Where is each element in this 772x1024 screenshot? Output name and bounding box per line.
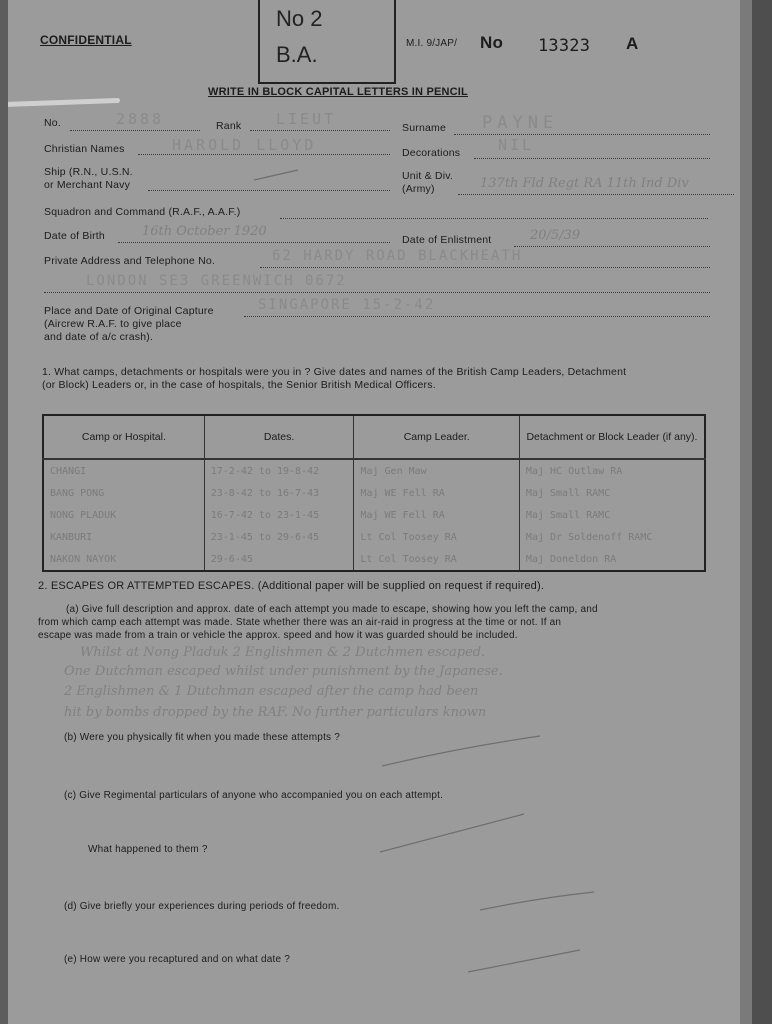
question-2e: (e) How were you recaptured and on what date ? [64, 954, 290, 965]
surname-value: PAYNE [482, 113, 559, 133]
ship-label-line2: or Merchant Navy [44, 179, 131, 191]
form-reference: M.I. 9/JAP/ [406, 38, 458, 49]
pow-questionnaire-page [8, 0, 740, 1024]
dates-cell: 29-6-45 [204, 548, 354, 571]
detachment-cell: Maj Small RAMC [519, 504, 705, 526]
decorations-label: Decorations [402, 147, 461, 159]
capture-label-line2: (Aircrew R.A.F. to give place [44, 318, 182, 330]
address-value-line2: LONDON SE3 GREENWICH 0672 [86, 273, 347, 289]
form-no-label: No [480, 33, 504, 52]
pencil-strokes [8, 0, 740, 1024]
capture-label-line1: Place and Date of Original Capture [44, 305, 214, 317]
question-2a-line3: escape was made from a train or vehicle the approx. speed and how it was guarded should be included. [38, 630, 518, 641]
capture-label-line3: and date of a/c crash). [44, 331, 154, 343]
camp-cell: KANBURI [43, 526, 204, 548]
dates-cell: 23-8-42 to 16-7-43 [204, 482, 354, 504]
rank-value: LIEUT [276, 110, 337, 128]
escape-answer-line1: Whilst at Nong Pladuk 2 Englishmen & 2 Dutchmen escaped. [80, 645, 486, 660]
stamp-number: No 2 [276, 6, 323, 31]
no-value: 2888 [116, 110, 165, 128]
unit-value: 137th Fld Regt RA 11th Ind Div [480, 176, 689, 191]
leader-cell: Maj WE Fell RA [354, 504, 519, 526]
form-serial-number: 13323 [538, 36, 591, 56]
escape-answer-line2: One Dutchman escaped whilst under punishment by the Japanese. [64, 664, 503, 679]
header-camp-leader: Camp Leader. [354, 415, 519, 459]
address-label: Private Address and Telephone No. [44, 255, 216, 267]
decorations-value: NIL [498, 136, 535, 154]
ship-label-line1: Ship (R.N., U.S.N. [44, 166, 133, 178]
form-suffix: A [626, 34, 639, 53]
question-2c-followup: What happened to them ? [88, 844, 208, 855]
header-detachment-leader: Detachment or Block Leader (if any). [519, 415, 705, 459]
detachment-cell: Maj Doneldon RA [519, 548, 705, 571]
camp-cell: CHANGI [43, 459, 204, 482]
question-2c: (c) Give Regimental particulars of anyone who accompanied you on each attempt. [64, 790, 444, 801]
christian-names-value: HAROLD LLOYD [172, 136, 317, 154]
no-label: No. [44, 117, 61, 129]
date-of-birth-value: 16th October 1920 [142, 224, 267, 239]
question-2b: (b) Were you physically fit when you made these attempts ? [64, 732, 340, 743]
dates-cell: 16-7-42 to 23-1-45 [204, 504, 354, 526]
header-camp: Camp or Hospital. [43, 415, 204, 459]
christian-names-label: Christian Names [44, 143, 125, 155]
question-2d: (d) Give briefly your experiences during periods of freedom. [64, 901, 340, 912]
question-2a-line1: (a) Give full description and approx. date of each attempt you made to escape, showing how you left the camp, and [66, 604, 598, 615]
stamp-block: B.A. [276, 42, 318, 67]
dates-cell: 17-2-42 to 19-8-42 [204, 459, 354, 482]
leader-cell: Lt Col Toosey RA [354, 548, 519, 571]
surname-label: Surname [402, 122, 447, 134]
leader-cell: Maj WE Fell RA [354, 482, 519, 504]
capture-value: SINGAPORE 15-2-42 [258, 297, 436, 313]
section2-title: 2. ESCAPES OR ATTEMPTED ESCAPES. (Additional paper will be supplied on request if required). [38, 580, 545, 592]
confidential-label: CONFIDENTIAL [40, 33, 132, 47]
question1-line1: 1. What camps, detachments or hospitals were you in ? Give dates and names of the British Camp Leaders, Detachment [42, 366, 627, 378]
enlistment-label: Date of Enlistment [402, 234, 492, 246]
camp-cell: BANG PONG [43, 482, 204, 504]
header-dates: Dates. [204, 415, 354, 459]
enlistment-value: 20/5/39 [530, 228, 581, 243]
escape-answer-line3: 2 Englishmen & 1 Dutchman escaped after the camp had been [64, 684, 479, 699]
camp-cell: NONG PLADUK [43, 504, 204, 526]
detachment-cell: Maj Small RAMC [519, 482, 705, 504]
squadron-label: Squadron and Command (R.A.F., A.A.F.) [44, 206, 241, 218]
pencil-instruction: WRITE IN BLOCK CAPITAL LETTERS IN PENCIL [208, 86, 468, 98]
unit-label-line1: Unit & Div. [402, 170, 454, 182]
camp-cell: NAKON NAYOK [43, 548, 204, 571]
leader-cell: Maj Gen Maw [354, 459, 519, 482]
rank-label: Rank [216, 120, 242, 132]
detachment-cell: Maj Dr Soldenoff RAMC [519, 526, 705, 548]
unit-label-line2: (Army) [402, 183, 435, 195]
address-value-line1: 62 HARDY ROAD BLACKHEATH [272, 248, 523, 264]
detachment-cell: Maj HC Outlaw RA [519, 459, 705, 482]
background-shadow [752, 0, 772, 1024]
question1-line2: (or Block) Leaders or, in the case of hospitals, the Senior British Medical Officers. [42, 379, 436, 391]
dates-cell: 23-1-45 to 29-6-45 [204, 526, 354, 548]
date-of-birth-label: Date of Birth [44, 230, 105, 242]
escape-answer-line4: hit by bombs dropped by the RAF. No further particulars known [64, 705, 487, 720]
question-2a-line2: from which camp each attempt was made. State whether there was an air-raid in progress at the time or not. If an [38, 617, 562, 628]
leader-cell: Lt Col Toosey RA [354, 526, 519, 548]
